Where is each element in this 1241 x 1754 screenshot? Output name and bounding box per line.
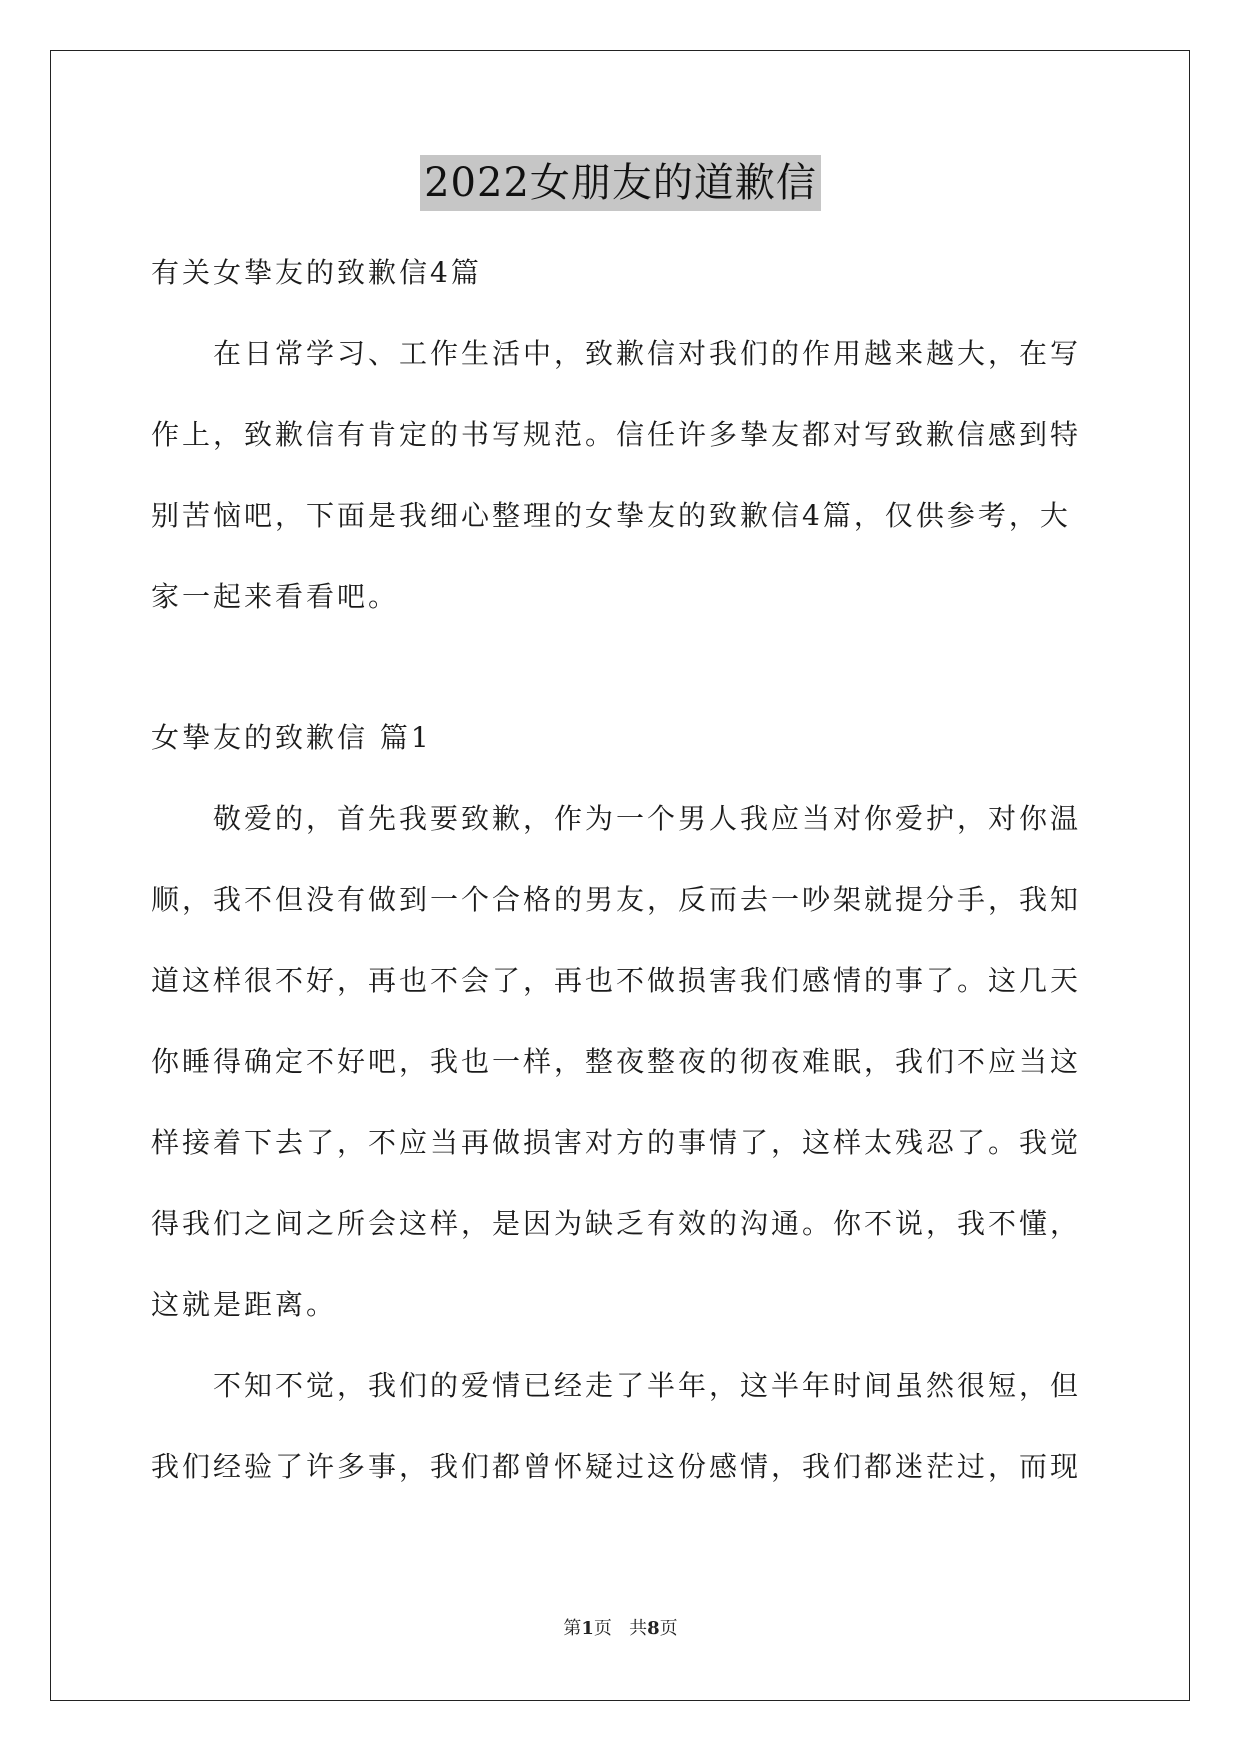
title-container <box>0 155 1241 211</box>
page-number: 1 <box>581 1618 594 1639</box>
total-prefix: 共 <box>629 1618 648 1639</box>
document-title: 2022女朋友的道歉信 <box>420 155 821 211</box>
total-suffix: 页 <box>659 1618 678 1639</box>
section-heading: 女挚友的致歉信 篇1 <box>151 721 432 754</box>
subtitle: 有关女挚友的致歉信4篇 <box>151 256 482 289</box>
body-paragraph-2: 不知不觉，我们的爱情已经走了半年，这半年时间虽然很短，但我们经验了许多事，我们都曾怀疑过这份感情，我们都迷茫过，而现 <box>151 1369 1082 1483</box>
page-suffix: 页 <box>593 1618 612 1639</box>
spacer <box>151 637 1091 697</box>
document-body <box>151 232 1091 1507</box>
page-prefix: 第 <box>563 1618 582 1639</box>
body-paragraph-1: 敬爱的，首先我要致歉，作为一个男人我应当对你爱护，对你温顺，我不但没有做到一个合格的男友，反而去一吵架就提分手，我知道这样很不好，再也不会了，再也不做损害我们感情的事了。这几天你睡得确定不好吧，我也一样，整夜整夜的彻夜难眠，我们不应当这样接着下去了，不应当再做损害对方的事情了，这样太残忍了。我觉得我们之间之所会这样，是因为缺乏有效的沟通。你不说，我不懂，这就是距离。 <box>151 802 1082 1321</box>
page-footer <box>0 1614 1241 1640</box>
intro-paragraph: 在日常学习、工作生活中，致歉信对我们的作用越来越大，在写作上，致歉信有肯定的书写规范。信任许多挚友都对写致歉信感到特别苦恼吧，下面是我细心整理的女挚友的致歉信4篇，仅供参考，大家一起来看看吧。 <box>151 337 1082 613</box>
total-pages: 8 <box>647 1618 660 1639</box>
